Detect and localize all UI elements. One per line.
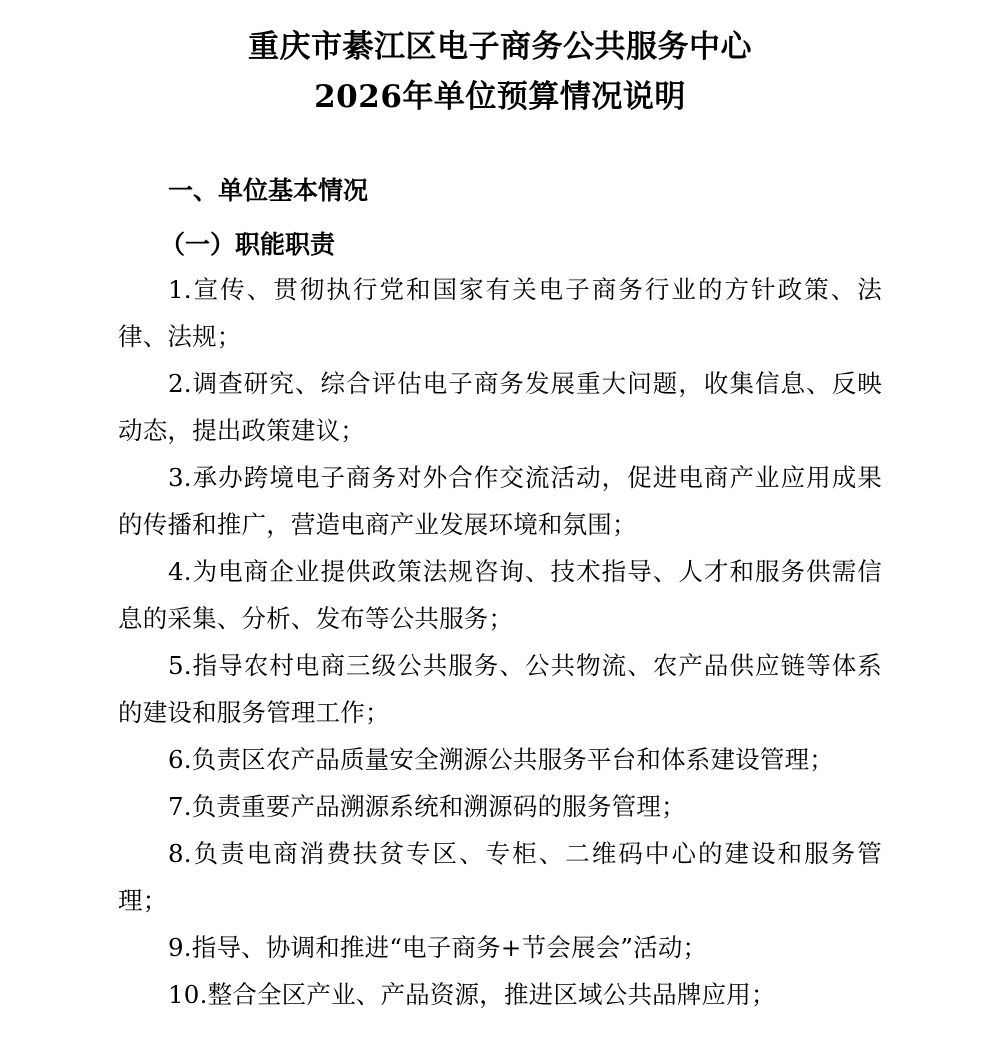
paragraph-4: 4.为电商企业提供政策法规咨询、技术指导、人才和服务供需信息的采集、分析、发布等公共服务； — [118, 557, 882, 633]
paragraph-3: 3.承办跨境电子商务对外合作交流活动，促进电商产业应用成果的传播和推广，营造电商产业发展环境和氛围； — [118, 463, 882, 539]
document-title-line-1: 重庆市綦江区电子商务公共服务中心 — [248, 29, 752, 65]
paragraph-10: 10.整合全区产业、产品资源，推进区域公共品牌应用； — [168, 980, 776, 1009]
sub-heading: （一）职能职责 — [160, 230, 336, 259]
paragraph-7: 7.负责重要产品溯源系统和溯源码的服务管理； — [168, 792, 686, 821]
paragraph-9: 9.指导、协调和推进“电子商务+节会展会”活动； — [168, 933, 708, 962]
document-title-line-2: 2026年单位预算情况说明 — [314, 79, 686, 115]
document-title — [118, 18, 882, 122]
paragraph-5: 5.指导农村电商三级公共服务、公共物流、农产品供应链等体系的建设和服务管理工作； — [118, 651, 882, 727]
paragraph-1: 1.宣传、贯彻执行党和国家有关电子商务行业的方针政策、法律、法规； — [118, 275, 882, 351]
paragraph-8: 8.负责电商消费扶贫专区、专柜、二维码中心的建设和服务管理； — [118, 839, 882, 915]
section-heading: 一、单位基本情况 — [168, 176, 369, 205]
paragraph-6: 6.负责区农产品质量安全溯源公共服务平台和体系建设管理； — [168, 745, 834, 774]
paragraph-2: 2.调查研究、综合评估电子商务发展重大问题，收集信息、反映动态，提出政策建议； — [118, 369, 882, 445]
